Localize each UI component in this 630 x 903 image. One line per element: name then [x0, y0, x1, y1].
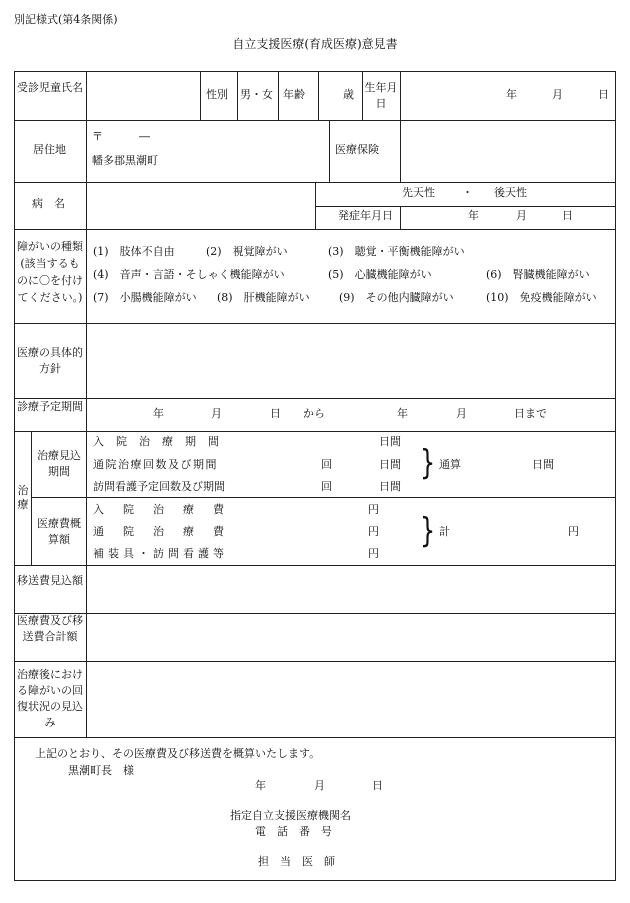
disability-option[interactable]: (4) 音声・言語・そしゃく機能障がい	[93, 268, 285, 281]
treatment-policy-label: 医療の具体的方針	[17, 346, 83, 375]
onset-year-unit: 年	[468, 209, 479, 222]
birth-month-unit: 月	[552, 88, 563, 101]
transport-cost-label: 移送費見込額	[17, 574, 83, 587]
disability-option[interactable]: (5) 心臓機能障がい	[328, 268, 432, 281]
period-end-year-unit: 年	[397, 407, 408, 420]
period-until: 日まで	[514, 407, 547, 420]
inpatient-yen-unit: 円	[368, 503, 379, 516]
onset-month-unit: 月	[516, 209, 527, 222]
institution-label: 指定自立支援医療機関名	[230, 809, 351, 822]
combined-total-label: 医療費及び移送費合計額	[17, 614, 83, 643]
disability-option[interactable]: (10) 免疫機能障がい	[486, 291, 597, 304]
date-month-unit: 月	[314, 779, 325, 792]
age-unit: 歳	[343, 88, 354, 101]
outpatient-times-unit: 回	[321, 458, 332, 471]
curly-brace-icon: }	[420, 443, 436, 483]
inpatient-days-unit: 日間	[379, 435, 401, 448]
period-day-unit: 日	[270, 407, 281, 420]
patient-name-label: 受診児童氏名	[17, 81, 83, 94]
equipment-nursing-cost-row: 補装具・訪問看護等	[93, 547, 228, 560]
outpatient-cost-row: 通 院 治 療 費	[93, 525, 228, 538]
treatment-group-label: 治療	[17, 484, 29, 511]
age-label: 年齢	[283, 88, 305, 101]
outpatient-yen-unit: 円	[368, 525, 379, 538]
phone-label: 電 話 番 号	[255, 825, 332, 838]
disability-option[interactable]: (8) 肝機能障がい	[217, 291, 310, 304]
outpatient-days-unit: 日間	[379, 458, 401, 471]
equipment-yen-unit: 円	[368, 547, 379, 560]
postal-mark: 〒	[92, 130, 103, 143]
period-year-unit: 年	[153, 407, 164, 420]
birthdate-label: 生年月日	[364, 81, 398, 110]
visit-days-unit: 日間	[379, 480, 401, 493]
disability-option[interactable]: (9) その他内臓障がい	[339, 291, 454, 304]
insurance-label: 医療保険	[335, 143, 379, 156]
inpatient-cost-row: 入 院 治 療 費	[93, 503, 228, 516]
disability-option[interactable]: (1) 肢体不自由	[93, 245, 175, 258]
curly-brace-icon: }	[420, 511, 436, 551]
onset-day-unit: 日	[562, 209, 573, 222]
visit-nursing-period-row: 訪問看護予定回数及び期間	[93, 480, 225, 493]
total-period-label: 通算	[439, 458, 461, 471]
birth-day-unit: 日	[598, 88, 609, 101]
disease-label: 病 名	[32, 197, 65, 210]
disability-option[interactable]: (7) 小腸機能障がい	[93, 291, 197, 304]
disability-label: 障がいの種類(該当するものに〇を付けてください。)	[17, 240, 83, 304]
estimate-statement: 上記のとおり、その医療費及び移送費を概算いたします。	[35, 747, 321, 760]
birth-year-unit: 年	[506, 88, 517, 101]
date-year-unit: 年	[255, 779, 266, 792]
doctor-label: 担 当 医 師	[258, 855, 335, 868]
address-label: 居住地	[33, 143, 66, 156]
postal-dash: ―	[139, 130, 150, 143]
inpatient-period-row: 入 院 治 療 期 間	[93, 435, 220, 448]
form-reference: 別記様式(第4条関係)	[14, 13, 118, 26]
disability-option[interactable]: (2) 視覚障がい	[206, 245, 288, 258]
disability-option[interactable]: (6) 腎臓機能障がい	[486, 268, 590, 281]
outpatient-period-row: 通院治療回数及び期間	[93, 458, 218, 471]
expected-period-label: 治療見込期間	[37, 449, 81, 478]
gender-label: 性別	[206, 88, 228, 101]
period-end-month-unit: 月	[456, 407, 467, 420]
onset-label: 発症年月日	[338, 209, 393, 222]
total-cost-label: 計	[439, 525, 450, 538]
acquired-option[interactable]: 後天性	[494, 186, 527, 199]
visit-times-unit: 回	[321, 480, 332, 493]
congenital-option[interactable]: 先天性	[402, 186, 435, 199]
period-month-unit: 月	[211, 407, 222, 420]
recovery-outlook-label: 治療後における障がいの回復状況の見込み	[17, 668, 83, 729]
date-day-unit: 日	[372, 779, 383, 792]
document-title: 自立支援医療(育成医療)意見書	[232, 37, 398, 51]
total-cost-unit: 円	[568, 525, 579, 538]
disability-option[interactable]: (3) 聴覚・平衡機能障がい	[328, 245, 465, 258]
gender-options[interactable]: 男・女	[240, 88, 273, 101]
address-value: 幡多郡黒潮町	[92, 154, 158, 167]
option-separator: ・	[462, 186, 473, 199]
cost-estimate-label: 医療費概算額	[37, 517, 81, 546]
period-from: から	[303, 407, 325, 420]
addressee: 黒潮町長 様	[68, 764, 134, 777]
total-period-unit: 日間	[532, 458, 554, 471]
treatment-period-label: 診療予定期間	[17, 400, 83, 413]
